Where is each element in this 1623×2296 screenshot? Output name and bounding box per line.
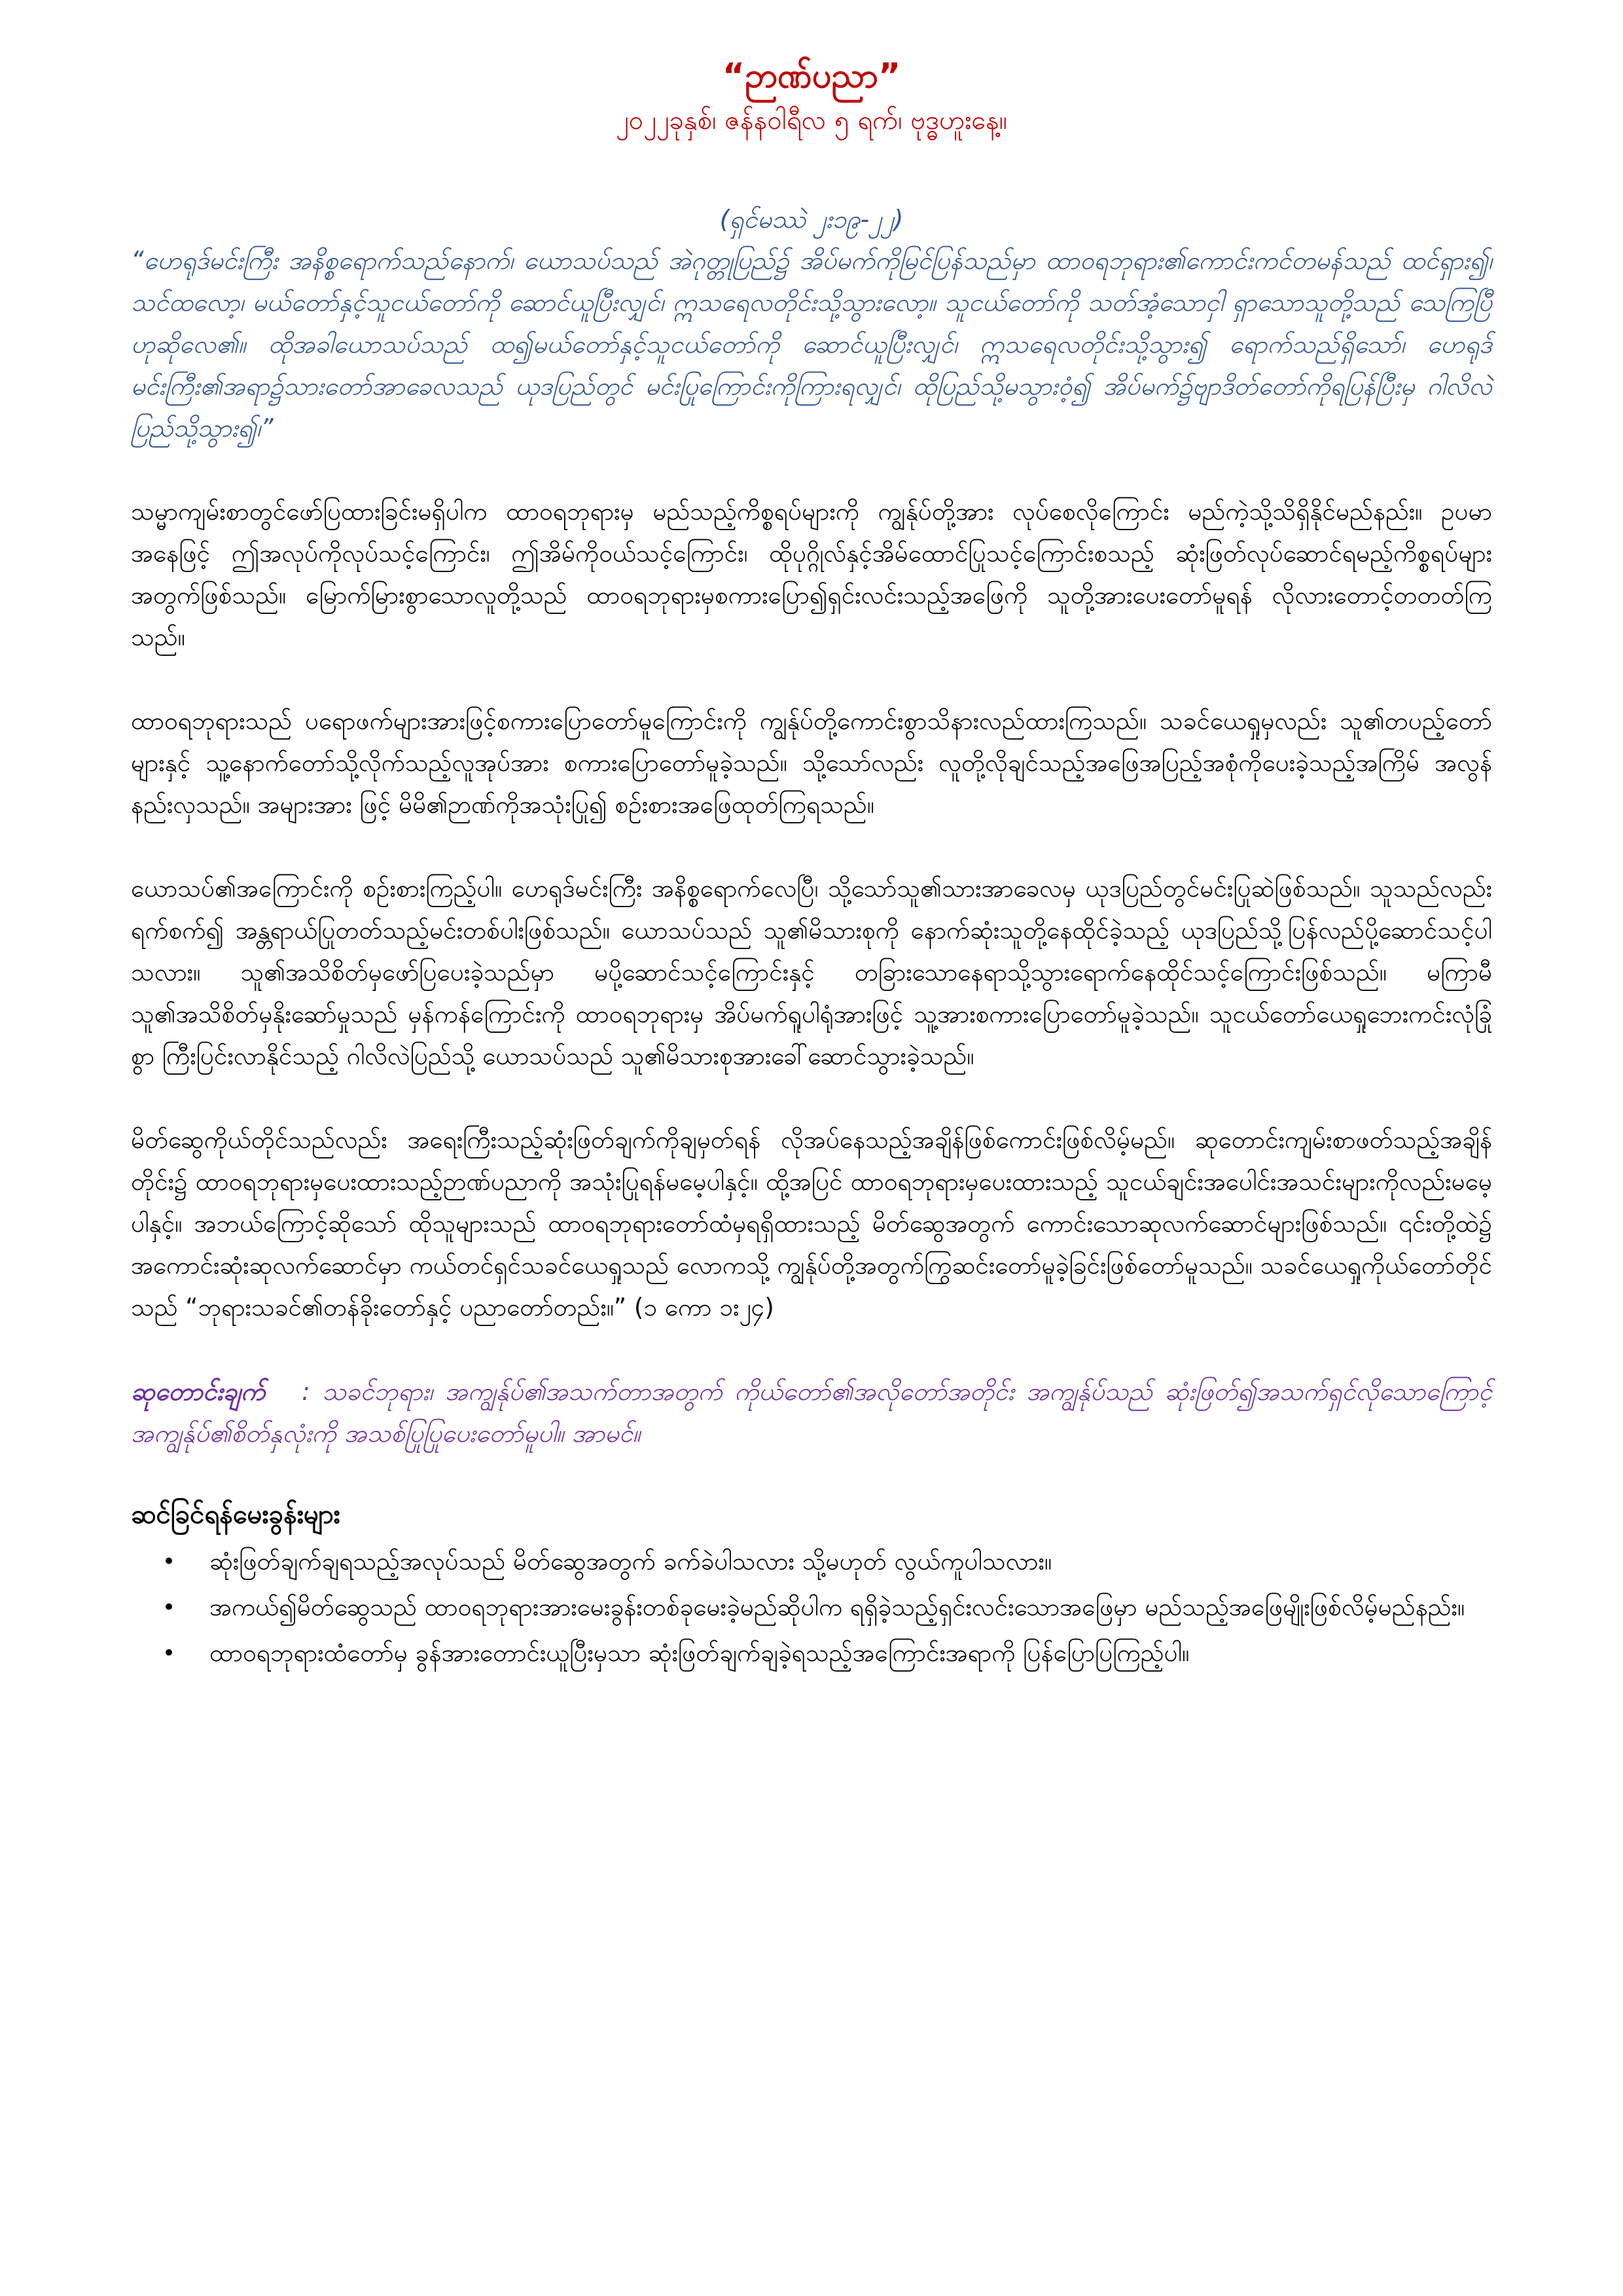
question-item-3 bbox=[162, 1632, 1492, 1674]
body-paragraph-1: သမ္မာကျမ်းစာတွင်ဖော်ပြထားခြင်းမရှိပါက ထာဝရဘုရားမှ မည်သည့်ကိစ္စရပ်များကို ကျွန်ုပ်တို့အား လုပ်စေလိုကြောင်း မည်ကဲ့သို့သိရှိနိုင်မည်နည်း။ ဥပမာအနေဖြင့် ဤအလုပ်ကိုလုပ်သင့်ကြောင်း၊ ဤအိမ်ကိုဝယ်သင့်ကြောင်း၊ ထိုပုဂ္ဂိုလ်နှင့်အိမ်ထောင်ပြုသင့်ကြောင်းစသည့် ဆုံးဖြတ်လုပ်ဆောင်ရမည့်ကိစ္စရပ်များအတွက်ဖြစ်သည်။ မြောက်မြားစွာသောလူတို့သည် ထာဝရဘုရားမှစကားပြော၍ရှင်းလင်းသည့်အဖြေကို သူတို့အားပေးတော်မူရန် လိုလားတောင့်တတတ်ကြသည်။ bbox=[131, 497, 1492, 651]
bullet-icon: • bbox=[162, 1594, 176, 1621]
question-text: အကယ်၍မိတ်ဆွေသည် ထာဝရဘုရားအားမေးခွန်းတစ်ခုမေးခဲ့မည်ဆိုပါက ရရှိခဲ့သည့်ရှင်းလင်းသောအဖြေမှာ မည်သည့်အဖြေမျိုးဖြစ်လိမ့်မည်နည်း။ bbox=[209, 1593, 1465, 1621]
question-text: ထာဝရဘုရားထံတော်မှ ခွန်အားတောင်းယူပြီးမှသာ ဆုံးဖြတ်ချက်ချခဲ့ရသည့်အကြောင်းအရာကို ပြန်ပြောပြကြည့်ပါ။ bbox=[209, 1639, 1190, 1667]
scripture-reference: (ရှင်မဿဲ ၂း၁၉-၂၂) bbox=[719, 205, 904, 234]
prayer-label: ဆုတောင်းချက် bbox=[131, 1377, 266, 1406]
body-paragraph-4: မိတ်ဆွေကိုယ်တိုင်သည်လည်း အရေးကြီးသည့်ဆုံးဖြတ်ချက်ကိုချမှတ်ရန် လိုအပ်နေသည့်အချိန်ဖြစ်ကောင်းဖြစ်လိမ့်မည်။ ဆုတောင်းကျမ်းစာဖတ်သည့်အချိန်တိုင်း၌ ထာဝရဘုရားမှပေးထားသည့်ဉာဏ်ပညာကို အသုံးပြုရန်မမေ့ပါနှင့်။ ထို့အပြင် ထာဝရဘုရားမှပေးထားသည့် သူငယ်ချင်းအပေါင်းအသင်းများကိုလည်းမမေ့ပါနှင့်။ အဘယ်ကြောင့်ဆိုသော် ထိုသူများသည် ထာဝရဘုရားတော်ထံမှရရှိထားသည့် မိတ်ဆွေအတွက် ကောင်းသောဆုလက်ဆောင်များဖြစ်သည်။ ၎င်းတို့ထဲ၌ အကောင်းဆုံးဆုလက်ဆောင်မှာ ကယ်တင်ရှင်သခင်ယေရှုသည် လောကသို့ ကျွန်ုပ်တို့အတွက်ကြွဆင်းတော်မူခဲ့ခြင်းဖြစ်တော်မူသည်။ သခင်ယေရှုကိုယ်တော်တိုင်သည် “ဘုရားသခင်၏တန်ခိုးတော်နှင့် ပညာတော်တည်း။” (၁ ကော ၁း၂၄) bbox=[131, 1126, 1492, 1321]
bullet-icon: • bbox=[162, 1549, 176, 1575]
question-item-1 bbox=[162, 1541, 1492, 1583]
question-text: ဆုံးဖြတ်ချက်ချရသည့်အလုပ်သည် မိတ်ဆွေအတွက် ခက်ခဲပါသလား သို့မဟုတ် လွယ်ကူပါသလား။ bbox=[209, 1547, 1052, 1575]
prayer-text: : သခင်ဘုရား၊ အကျွန်ုပ်၏အသက်တာအတွက် ကိုယ်တော်၏အလိုတော်အတိုင်း အကျွန်ုပ်သည် ဆုံးဖြတ်၍အသက်ရှင်လိုသောကြောင့် အကျွန်ုပ်၏စိတ်နှလုံးကို အသစ်ပြုပြုပေးတော်မူပါ။ အာမင်။ bbox=[131, 1377, 1492, 1448]
questions-heading: ဆင်ခြင်ရန်မေးခွန်းများ bbox=[131, 1499, 340, 1530]
scripture-text: “ဟေရုဒ်မင်းကြီး အနိစ္စရောက်သည်နောက်၊ ယောသပ်သည် အဲဂုတ္တုပြည်၌ အိပ်မက်ကိုမြင်ပြန်သည်မှာ ထာဝရဘုရား၏ကောင်းကင်တမန်သည် ထင်ရှား၍၊ သင်ထလော့၊ မယ်တော်နှင့်သူငယ်တော်ကို ဆောင်ယူပြီးလျှင်၊ ဣသရေလတိုင်းသို့သွားလော့။ သူငယ်တော်ကို သတ်အံ့သောငှါ ရှာသောသူတို့သည် သေကြပြီဟုဆိုလေ၏။ ထိုအခါယောသပ်သည် ထ၍မယ်တော်နှင့်သူငယ်တော်ကို ဆောင်ယူပြီးလျှင်၊ ဣသရေလတိုင်းသို့သွား၍ ရောက်သည်ရှိသော်၊ ဟေရုဒ်မင်းကြီး၏အရာ၌သားတော်အာခေလသည် ယုဒပြည်တွင် မင်းပြုကြောင်းကိုကြားရလျှင်၊ ထိုပြည်သို့မသွားဝံ့၍ အိပ်မက်၌ဗျာဒိတ်တော်ကိုရပြန်ပြီးမှ ဂါလိလဲပြည်သို့သွား၍၊” bbox=[131, 246, 1492, 442]
devotional-page bbox=[131, 52, 1492, 1678]
questions-list bbox=[131, 1541, 1492, 1674]
body-paragraph-3: ယောသပ်၏အကြောင်းကို စဉ်းစားကြည့်ပါ။ ဟေရုဒ်မင်းကြီး အနိစ္စရောက်လေပြီ၊ သို့သော်သူ၏သားအာခေလမှ ယုဒပြည်တွင်မင်းပြုဆဲဖြစ်သည်။ သူသည်လည်းရက်စက်၍ အန္တရာယ်ပြုတတ်သည့်မင်းတစ်ပါးဖြစ်သည်။ ယောသပ်သည် သူ၏မိသားစုကို နောက်ဆုံးသူတို့နေထိုင်ခဲ့သည့် ယုဒပြည်သို့ပြန်လည်ပို့ဆောင်သင့်ပါသလား။ သူ၏အသိစိတ်မှဖော်ပြပေးခဲ့သည်မှာ မပို့ဆောင်သင့်ကြောင်းနှင့် တခြားသောနေရာသို့သွားရောက်နေထိုင်သင့်ကြောင်းဖြစ်သည်။ မကြာမီ သူ၏အသိစိတ်မှနိုးဆော်မှုသည် မှန်ကန်ကြောင်းကို ထာဝရဘုရားမှ အိပ်မက်ရူပါရုံအားဖြင့် သူ့အားစကားပြောတော်မူခဲ့သည်။ သူငယ်တော်ယေရှုဘေးကင်းလုံခြုံစွာ ကြီးပြင်းလာနိုင်သည့် ဂါလိလဲပြည်သို့ ယောသပ်သည် သူ၏မိသားစုအားခေါ်ဆောင်သွားခဲ့သည်။ bbox=[131, 874, 1492, 1070]
prayer bbox=[131, 1371, 1492, 1454]
page-date: ၂၀၂၂ခုနှစ်၊ ဇန်နဝါရီလ ၅ ရက်၊ ဗုဒ္ဓဟူးနေ့။ bbox=[616, 105, 1007, 135]
question-item-2 bbox=[162, 1587, 1492, 1628]
bullet-icon: • bbox=[162, 1640, 176, 1666]
page-title: “ဉာဏ်ပညာ” bbox=[722, 56, 901, 96]
body-paragraph-2: ထာဝရဘုရားသည် ပရောဖက်များအားဖြင့်စကားပြောတော်မူကြောင်းကို ကျွန်ုပ်တို့ကောင်းစွာသိနားလည်ထားကြသည်။ သခင်ယေရှုမှလည်း သူ၏တပည့်တော်များနှင့် သူ့နောက်တော်သို့လိုက်သည့်လူအုပ်အား စကားပြောတော်မူခဲ့သည်။ သို့သော်လည်း လူတို့လိုချင်သည့်အဖြေအပြည့်အစုံကိုပေးခဲ့သည့်အကြိမ် အလွန်နည်းလှသည်။ အများအား ဖြင့် မိမိ၏ဉာဏ်ကိုအသုံးပြု၍ စဉ်းစားအဖြေထုတ်ကြရသည်။ bbox=[131, 707, 1492, 819]
